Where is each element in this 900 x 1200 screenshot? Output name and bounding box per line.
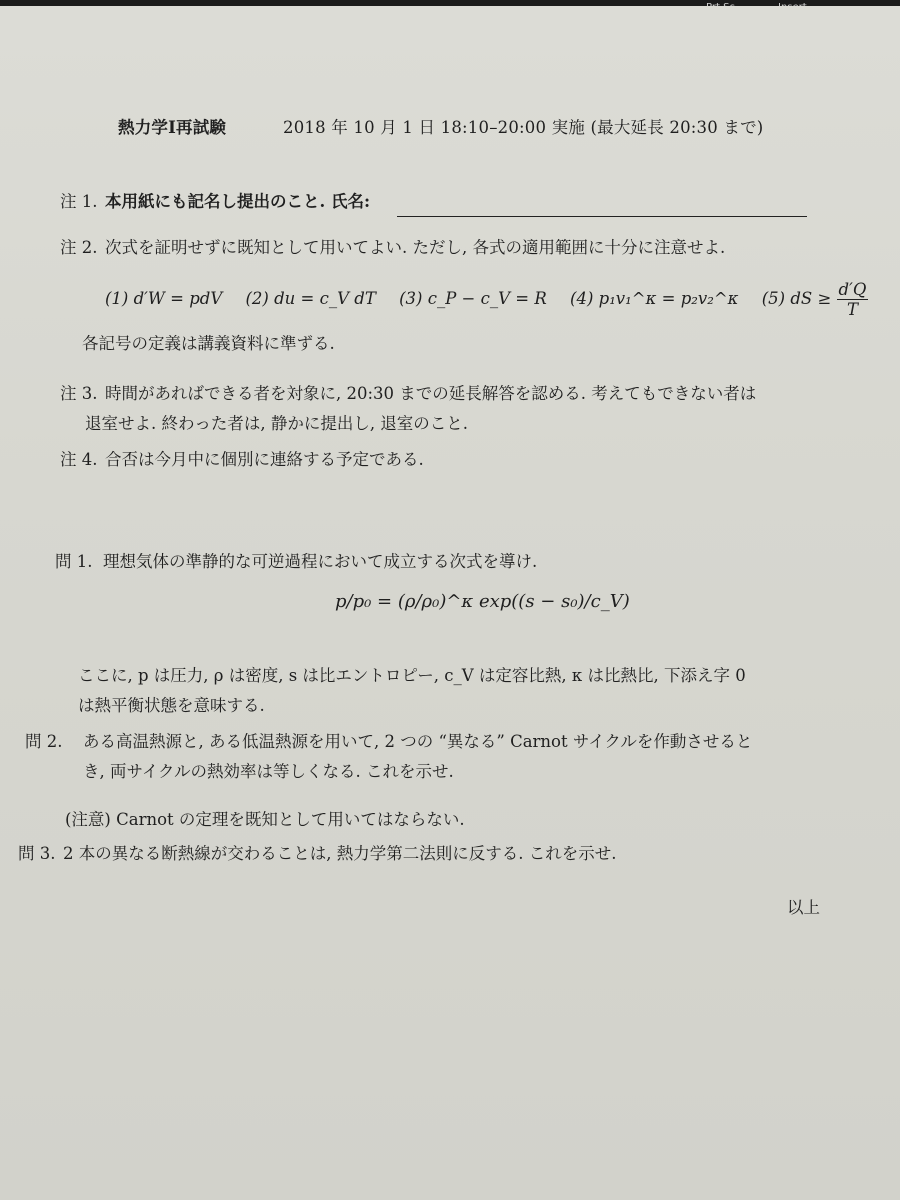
- note-text: 各記号の定義は講義資料に準ずる.: [82, 334, 335, 353]
- formula-1: (1) d′W = pdV: [105, 289, 223, 308]
- formula-5: [761, 280, 887, 319]
- page-title: [118, 114, 764, 138]
- description-line-1: ここに, p は圧力, ρ は密度, s は比エントロピー, c_V は定容比熱, κ は比熱比, 下添え字 0: [78, 666, 746, 685]
- name-line: [397, 216, 807, 217]
- question-text: ある高温熱源と, ある低温熱源を用いて, 2 つの “異なる” Carnot サイクルを作動させると: [83, 732, 753, 751]
- note-text: 次式を証明せずに既知として用いてよい. ただし, 各式の適用範囲に十分に注意せよ.: [105, 238, 726, 257]
- question-label: 問 3.: [18, 844, 56, 863]
- question-note: (注意) Carnot の定理を既知として用いてはならない.: [65, 810, 465, 829]
- question-label: 問 1.: [55, 552, 93, 571]
- formula-list: [105, 280, 900, 319]
- question-text: 2 本の異なる断熱線が交わることは, 熱力学第二法則に反する. これを示せ.: [63, 844, 617, 863]
- note-label: 注 3.: [60, 384, 98, 403]
- formula-4: (4) p₁v₁^κ = p₂v₂^κ: [570, 289, 739, 308]
- formula-2: (2) du = c_V dT: [245, 289, 376, 308]
- question-text: 理想気体の準静的な可逆過程において成立する次式を導け.: [103, 552, 538, 571]
- note-text: 時間があればできる者を対象に, 20:30 までの延長解答を認める. 考えてもできない者は: [105, 384, 757, 403]
- description-line-2: は熱平衡状態を意味する.: [78, 696, 265, 715]
- question-label: 問 2.: [25, 732, 63, 751]
- note-label: 注 4.: [60, 450, 98, 469]
- title-bold: 熱力学Ⅰ再試験: [118, 118, 227, 137]
- title-info: 2018 年 10 月 1 日 18:10–20:00 実施 (最大延長 20:30 まで): [283, 118, 764, 137]
- note-text-continued: 退室せよ. 終わった者は, 静かに提出し, 退室のこと.: [85, 414, 469, 433]
- end-mark: 以上: [787, 898, 820, 917]
- formula-3: (3) c_P − c_V = R: [399, 289, 547, 308]
- formula-5-fraction: [837, 280, 887, 319]
- fraction-denominator: T: [846, 300, 858, 319]
- exam-paper: [0, 6, 900, 1200]
- question-1-formula: p/p₀ = (ρ/ρ₀)^κ exp((s − s₀)/c_V): [335, 591, 630, 612]
- formula-5-prefix: (5) dS ≥: [761, 289, 832, 308]
- note-text: 本用紙にも記名し提出のこと. 氏名:: [105, 192, 371, 211]
- fraction-numerator: d′Q: [838, 280, 867, 299]
- note-label: 注 2.: [60, 238, 98, 257]
- note-label: 注 1.: [60, 192, 98, 211]
- question-text-continued: き, 両サイクルの熱効率は等しくなる. これを示せ.: [83, 762, 454, 781]
- note-text: 合否は今月中に個別に連絡する予定である.: [105, 450, 424, 469]
